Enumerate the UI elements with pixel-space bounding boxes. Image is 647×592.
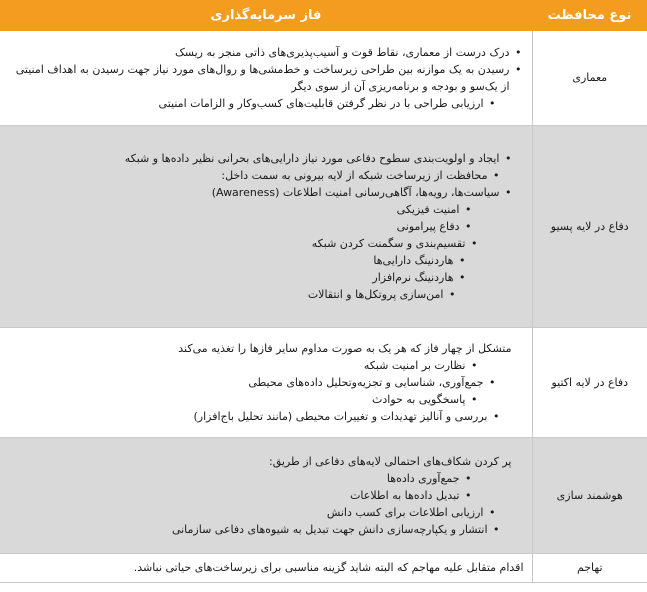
row-content xyxy=(0,327,532,437)
list-item: • بررسی و آنالیز تهدیدات و تغییرات محیطی (مانند تحلیل باج‌افزار) xyxy=(8,408,524,425)
list-item: • تقسیم‌بندی و سگمنت کردن شبکه xyxy=(8,235,524,252)
row-offense xyxy=(0,553,647,582)
list-item: • هاردنینگ نرم‌افزار xyxy=(8,269,524,286)
row-lead-text: پر کردن شکاف‌های احتمالی لایه‌های دفاعی از طریق: xyxy=(269,454,512,468)
row-type-label: هوشمند سازی xyxy=(532,437,647,553)
row-content xyxy=(0,553,532,582)
list-item: • تبدیل داده‌ها به اطلاعات xyxy=(8,487,524,504)
row-architecture xyxy=(0,31,647,125)
list-item: • محافظت از زیرساخت شبکه از لایه بیرونی به سمت داخل: xyxy=(8,167,524,184)
list-item: • دفاع پیرامونی xyxy=(8,218,524,235)
row-active-defense xyxy=(0,327,647,437)
row-content xyxy=(0,31,532,125)
list-item: • انتشار و یکپارچه‌سازی دانش جهت تبدیل به شیوه‌های دفاعی سازمانی xyxy=(8,521,524,538)
list-item: • ارزیابی اطلاعات برای کسب دانش xyxy=(8,504,524,521)
list-item: • هاردنینگ دارایی‌ها xyxy=(8,252,524,269)
list-item: • سیاست‌ها، رویه‌ها، آگاهی‌رسانی امنیت اطلاعات (Awareness) xyxy=(8,184,524,201)
row-lead-text: متشکل از چهار فاز که هر یک به صورت مداوم سایر فازها را تغذیه می‌کند xyxy=(178,341,512,355)
header-defense-type: نوع محافظت xyxy=(532,0,647,31)
list-item: • ارزیابی طراحی با در نظر گرفتن قابلیت‌های کسب‌وکار و الزامات امنیتی xyxy=(8,95,524,112)
list-item: • درک درست از معماری، نقاط قوت و آسیب‌پذیری‌های ذاتی منجر به ریسک xyxy=(8,44,524,61)
bullet-list xyxy=(8,470,524,538)
list-item: • امن‌سازی پروتکل‌ها و انتقالات xyxy=(8,286,524,303)
row-type-label: دفاع در لایه اکتیو xyxy=(532,327,647,437)
header-investment-phase: فاز سرمایه‌گذاری xyxy=(0,0,532,31)
row-type-label: تهاجم xyxy=(532,553,647,582)
row-passive-defense xyxy=(0,125,647,327)
row-type-label: معماری xyxy=(532,31,647,125)
row-content xyxy=(0,437,532,553)
list-item: • پاسخگویی به حوادث xyxy=(8,391,524,408)
row-text: اقدام متقابل علیه مهاجم که البته شاید گزینه مناسبی برای زیرساخت‌های حیاتی نباشد. xyxy=(133,561,524,574)
list-item: • جمع‌آوری داده‌ها xyxy=(8,470,524,487)
list-item: • ایجاد و اولویت‌بندی سطوح دفاعی مورد نیاز دارایی‌های بحرانی نظیر داده‌ها و شبکه xyxy=(8,150,524,167)
list-item: • نظارت بر امنیت شبکه xyxy=(8,357,524,374)
row-type-label: دفاع در لایه پسیو xyxy=(532,125,647,327)
list-item: • جمع‌آوری، شناسایی و تجزیه‌وتحلیل داده‌های محیطی xyxy=(8,374,524,391)
header-row xyxy=(0,0,647,31)
bullet-list xyxy=(8,150,524,303)
bullet-list xyxy=(8,44,524,112)
list-item: • امنیت فیزیکی xyxy=(8,201,524,218)
row-intelligence xyxy=(0,437,647,553)
bullet-list xyxy=(8,357,524,425)
row-content xyxy=(0,125,532,327)
list-item: • رسیدن به یک موازنه بین طراحی زیرساخت و خط‌مشی‌ها و روال‌های مورد نیاز جهت رسیدن به اهداف امنیتی از یک‌سو و بودجه و برنامه‌ریزی آن از سوی دیگر xyxy=(8,61,524,95)
